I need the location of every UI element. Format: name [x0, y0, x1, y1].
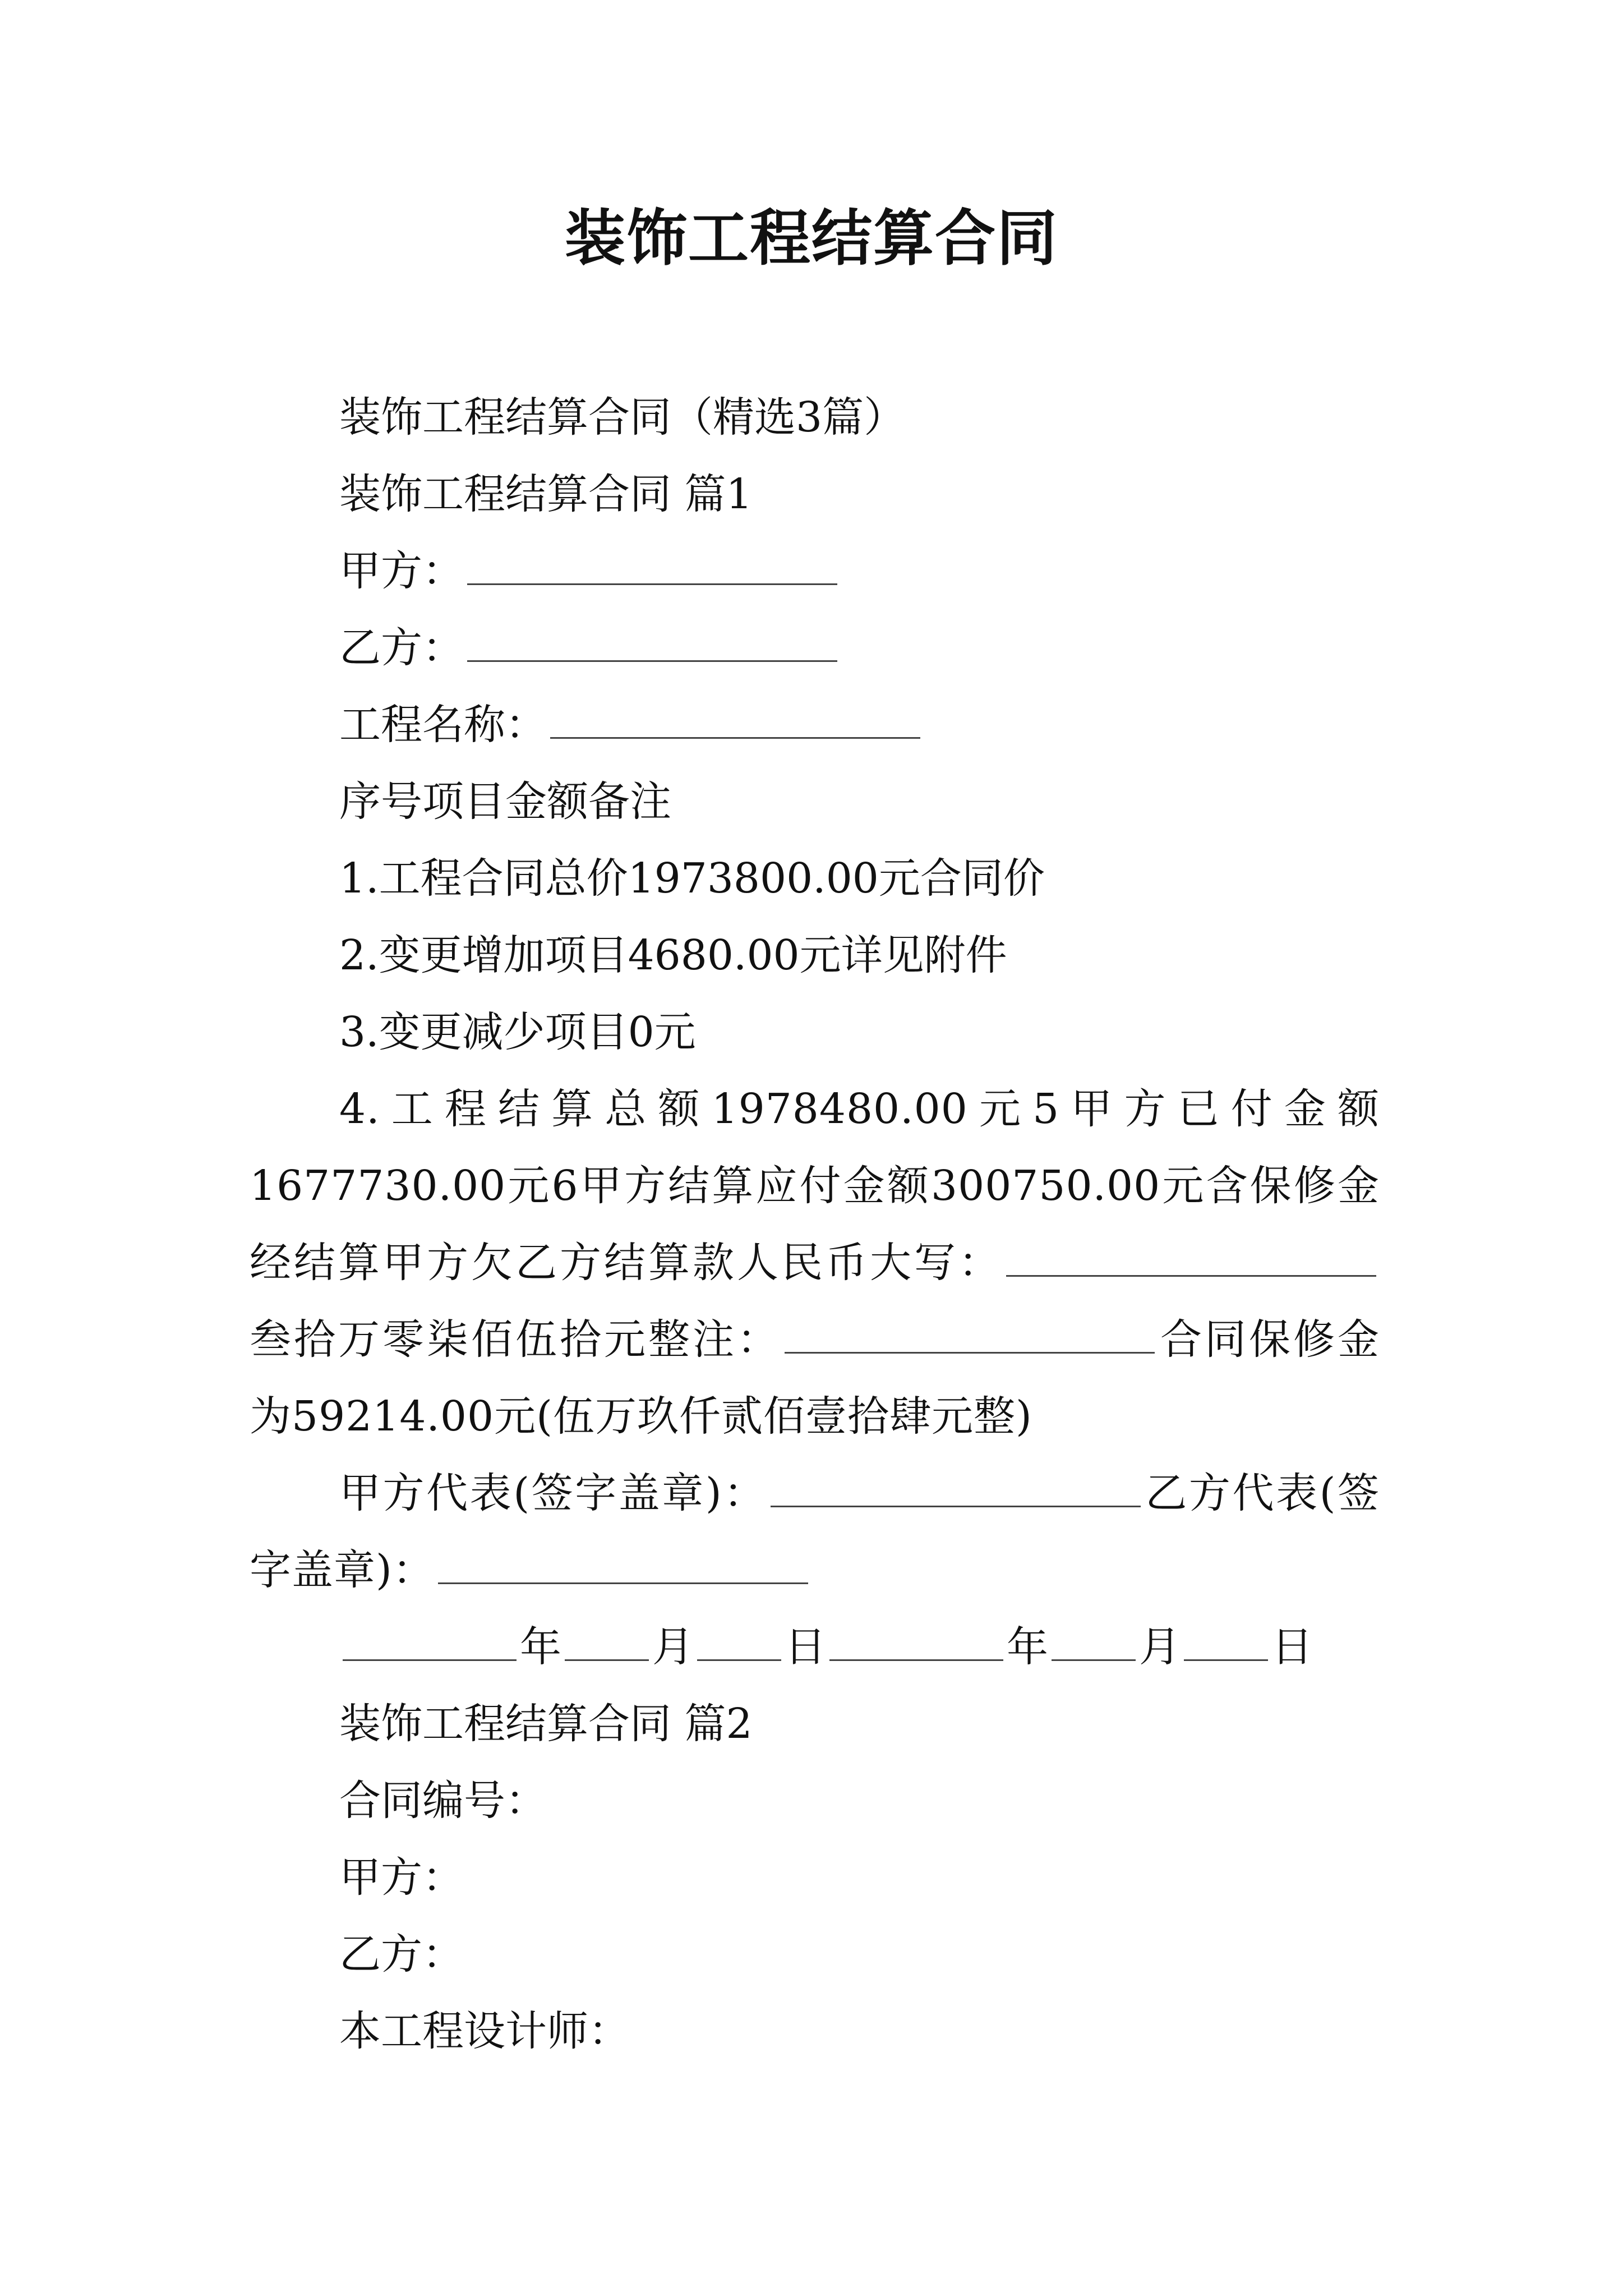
settlement-row-1: 1.工程合同总价1973800.00元合同价	[339, 854, 1045, 903]
project-name-label: 工程名称：	[339, 701, 547, 749]
note-blank	[785, 1318, 1155, 1354]
day-label-a: 日	[785, 1623, 826, 1671]
amount-in-words-blank	[1006, 1241, 1376, 1277]
day-blank-a	[697, 1626, 781, 1661]
year-label-a: 年	[520, 1623, 561, 1671]
sign-a-blank	[771, 1472, 1141, 1507]
article2-heading: 装饰工程结算合同 篇2	[339, 1700, 753, 1748]
party-a-label: 甲方：	[339, 547, 464, 595]
month-label-a: 月	[652, 1623, 694, 1671]
project-name-blank	[550, 703, 920, 739]
date-line	[250, 1609, 1380, 1686]
sign-b-label: 乙方代表(签字盖章)：	[250, 1469, 1380, 1594]
party-b-blank	[467, 627, 837, 662]
document-body	[250, 379, 1380, 2070]
contract-number-line: 合同编号：	[339, 1777, 547, 1825]
month-label-b: 月	[1139, 1623, 1181, 1671]
sign-b-blank	[438, 1549, 808, 1584]
intro-line: 装饰工程结算合同（精选3篇）	[339, 393, 906, 441]
party-b-line	[250, 610, 1380, 687]
party-b-label: 乙方：	[339, 624, 464, 672]
day-blank-b	[1184, 1626, 1268, 1661]
summary-text-3: 合同保修金为59214.00元(伍万玖仟贰佰壹拾肆元整)	[250, 1315, 1380, 1441]
table-header-line: 序号项目金额备注	[339, 777, 671, 826]
year-blank-a	[343, 1626, 517, 1661]
year-blank-b	[829, 1626, 1003, 1661]
settlement-row-3: 3.变更减少项目0元	[339, 1008, 696, 1056]
article2-party-b-line: 乙方：	[339, 1930, 464, 1978]
party-a-blank	[467, 550, 837, 585]
settlement-row-2: 2.变更增加项目4680.00元详见附件	[339, 931, 1007, 979]
project-name-line	[250, 687, 1380, 763]
settlement-summary-paragraph	[250, 1071, 1380, 1455]
party-a-line	[250, 533, 1380, 610]
document-title: 装饰工程结算合同	[564, 203, 1058, 274]
sign-a-label: 甲方代表(签字盖章)：	[339, 1469, 767, 1517]
article1-heading: 装饰工程结算合同 篇1	[339, 470, 753, 518]
month-blank-a	[565, 1626, 649, 1661]
month-blank-b	[1052, 1626, 1136, 1661]
article2-party-a-line: 甲方：	[339, 1853, 464, 1902]
designer-line: 本工程设计师：	[339, 2007, 630, 2055]
summary-text-1: 4.工程结算总额1978480.00元5甲方已付金额1677730.00元6甲方结算应付金额300750.00元含保修金经结算甲方欠乙方结算款人民币大写：	[250, 1085, 1380, 1287]
day-label-b: 日	[1271, 1623, 1313, 1671]
signature-paragraph	[250, 1455, 1380, 1609]
summary-text-2: 叁拾万零柒佰伍拾元整注：	[250, 1315, 781, 1364]
year-label-b: 年	[1007, 1623, 1048, 1671]
